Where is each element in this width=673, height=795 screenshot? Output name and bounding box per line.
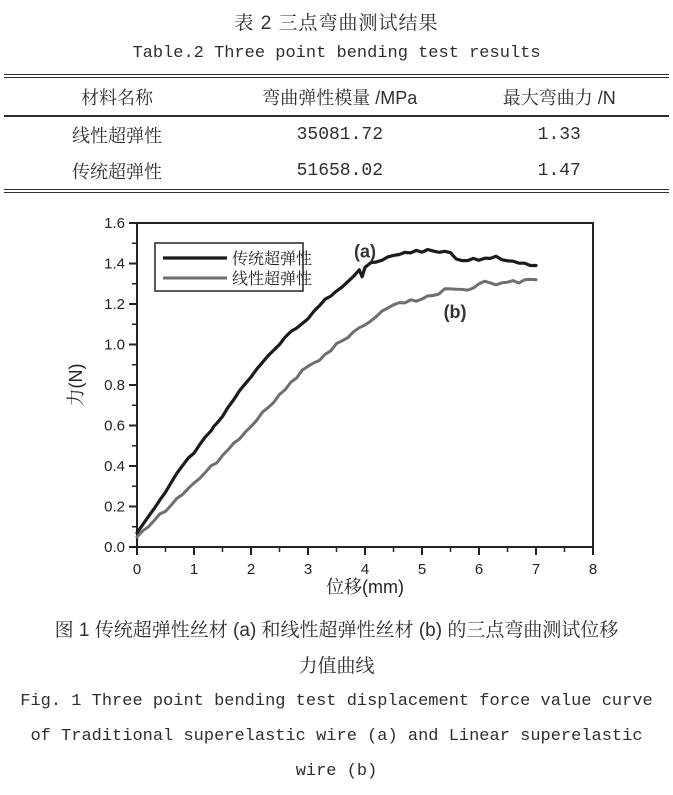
table-row <box>4 116 669 153</box>
figure-caption-en-line3: wire (b) <box>295 762 378 781</box>
x-tick-label: 5 <box>417 561 427 578</box>
figure-caption-zh-line1: 图 1 传统超弹性丝材 (a) 和线性超弹性丝材 (b) 的三点弯曲测试位移 <box>54 620 619 641</box>
figure-caption-en-line2: of Traditional superelastic wire (a) and Linear superelastic <box>30 727 643 746</box>
x-tick-label: 4 <box>360 561 370 578</box>
legend-label: 线性超弹性 <box>232 271 313 288</box>
y-tick-label: 1.2 <box>104 296 125 313</box>
y-tick-label: 0.4 <box>104 458 125 475</box>
figure-caption-en-line1: Fig. 1 Three point bending test displacement force value curve <box>20 692 653 711</box>
y-tick-label: 1.0 <box>104 336 125 354</box>
x-tick-label: 2 <box>246 561 256 578</box>
y-tick-label: 0.0 <box>104 539 125 556</box>
cell-material: 传统超弹性 <box>72 162 163 182</box>
figure-chart <box>0 200 673 605</box>
y-tick-label: 1.4 <box>104 255 125 273</box>
curve-annotation: (a) <box>354 241 376 262</box>
series-line-1 <box>137 279 536 537</box>
cell-max-force: 1.47 <box>537 161 581 181</box>
table-header-row <box>4 78 669 116</box>
col-header-modulus: 弯曲弹性模量 /MPa <box>230 78 449 116</box>
bending-results-table <box>4 74 669 193</box>
series-line-0 <box>137 250 536 533</box>
cell-modulus: 51658.02 <box>296 161 384 181</box>
col-header-material: 材料名称 <box>4 78 230 116</box>
x-axis-label: 位移(mm) <box>326 577 404 597</box>
x-tick-label: 3 <box>303 561 313 578</box>
legend-label: 传统超弹性 <box>232 251 313 268</box>
y-axis-label: 力(N) <box>66 363 86 407</box>
table-title-zh: 表 2 三点弯曲测试结果 <box>234 13 439 34</box>
x-tick-label: 8 <box>588 561 598 578</box>
chart-legend <box>155 243 312 291</box>
chart-series <box>137 250 536 537</box>
cell-max-force: 1.33 <box>537 125 581 145</box>
table-row <box>4 153 669 189</box>
x-tick-label: 7 <box>531 561 541 578</box>
x-tick-label: 1 <box>189 561 199 578</box>
col-header-max-force: 最大弯曲力 /N <box>450 78 669 116</box>
x-tick-label: 6 <box>474 561 484 578</box>
curve-annotation: (b) <box>443 302 467 323</box>
y-tick-label: 0.2 <box>104 498 125 516</box>
x-tick-label: 0 <box>132 561 142 578</box>
figure-caption-zh-line2: 力值曲线 <box>298 656 375 677</box>
table-title-en: Table.2 Three point bending test results <box>132 44 541 63</box>
y-tick-label: 1.6 <box>104 215 125 232</box>
y-tick-label: 0.6 <box>104 417 125 435</box>
y-tick-label: 0.8 <box>104 377 125 394</box>
cell-modulus: 35081.72 <box>296 125 384 145</box>
cell-material: 线性超弹性 <box>72 126 163 146</box>
